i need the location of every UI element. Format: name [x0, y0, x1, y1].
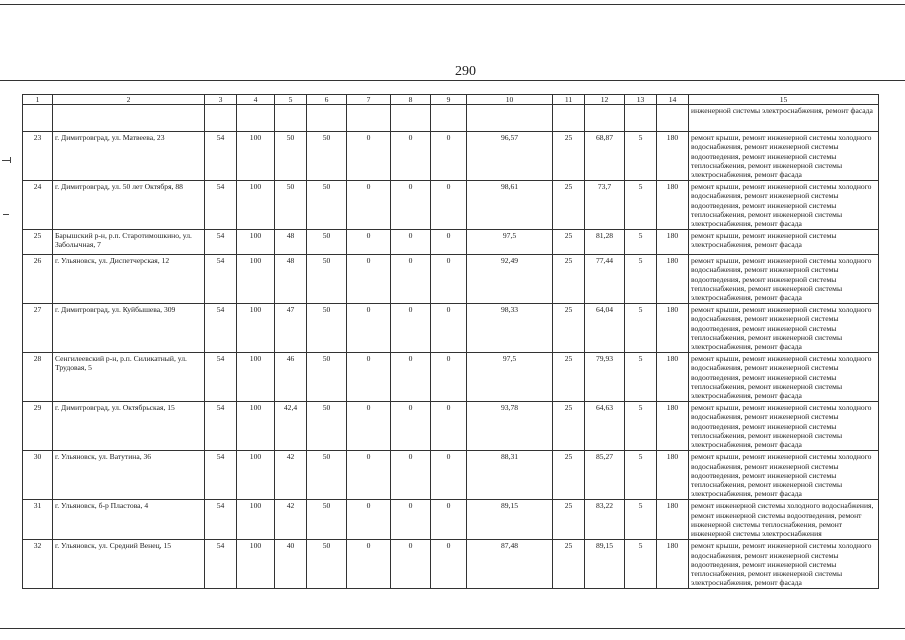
col7-cell: 0 [347, 181, 391, 230]
col6-cell: 50 [307, 255, 347, 304]
col4-cell: 100 [237, 353, 275, 402]
col10-cell: 87,48 [467, 540, 553, 589]
column-number-cell: 4 [237, 95, 275, 105]
table-row [23, 181, 879, 230]
col5-cell: 42,4 [275, 402, 307, 451]
col14-cell: 180 [657, 540, 689, 589]
column-number-cell: 10 [467, 95, 553, 105]
address-cell: Барышский р-н, р.п. Старотимошкино, ул. Заболычная, 7 [53, 230, 205, 255]
col8-cell: 0 [391, 181, 431, 230]
col14-cell: 180 [657, 353, 689, 402]
col14-cell: 180 [657, 255, 689, 304]
col10-cell: 97,5 [467, 353, 553, 402]
col9-cell: 0 [431, 402, 467, 451]
empty-cell [585, 105, 625, 132]
col12-cell: 89,15 [585, 540, 625, 589]
col8-cell: 0 [391, 402, 431, 451]
col4-cell: 100 [237, 540, 275, 589]
col13-cell: 5 [625, 353, 657, 402]
col9-cell: 0 [431, 304, 467, 353]
col6-cell: 50 [307, 540, 347, 589]
col10-cell: 88,31 [467, 451, 553, 500]
col9-cell: 0 [431, 451, 467, 500]
column-number-cell: 11 [553, 95, 585, 105]
col13-cell: 5 [625, 230, 657, 255]
col10-cell: 93,78 [467, 402, 553, 451]
col9-cell: 0 [431, 132, 467, 181]
table-row [23, 353, 879, 402]
work-list-cell: ремонт крыши, ремонт инженерной системы холодного водоснабжения, ремонт инженерной системы водоотведения, ремонт инженерной системы теплоснабжения, ремонт инженерной системы электроснабжения, ремонт фасада [689, 451, 879, 500]
col6-cell: 50 [307, 451, 347, 500]
table-row [23, 255, 879, 304]
col13-cell: 5 [625, 181, 657, 230]
col4-cell: 100 [237, 500, 275, 540]
col3-cell: 54 [205, 230, 237, 255]
empty-cell [237, 105, 275, 132]
row-number-cell: 24 [23, 181, 53, 230]
col11-cell: 25 [553, 230, 585, 255]
col13-cell: 5 [625, 402, 657, 451]
row-number-cell: 28 [23, 353, 53, 402]
col10-cell: 98,33 [467, 304, 553, 353]
col6-cell: 50 [307, 132, 347, 181]
address-cell: г. Ульяновск, ул. Ватутина, 36 [53, 451, 205, 500]
address-cell: г. Ульяновск, ул. Диспетчерская, 12 [53, 255, 205, 304]
col3-cell: 54 [205, 132, 237, 181]
col12-cell: 64,63 [585, 402, 625, 451]
column-number-cell: 12 [585, 95, 625, 105]
table-row [23, 230, 879, 255]
table-row [23, 402, 879, 451]
col7-cell: 0 [347, 402, 391, 451]
col11-cell: 25 [553, 304, 585, 353]
col14-cell: 180 [657, 181, 689, 230]
column-number-cell: 6 [307, 95, 347, 105]
col6-cell: 50 [307, 181, 347, 230]
column-number-cell: 9 [431, 95, 467, 105]
col12-cell: 68,87 [585, 132, 625, 181]
empty-cell [307, 105, 347, 132]
column-number-cell: 8 [391, 95, 431, 105]
work-list-cell: ремонт крыши, ремонт инженерной системы холодного водоснабжения, ремонт инженерной системы водоотведения, ремонт инженерной системы теплоснабжения, ремонт инженерной системы электроснабжения, ремонт фасада [689, 132, 879, 181]
col4-cell: 100 [237, 181, 275, 230]
col10-cell: 92,49 [467, 255, 553, 304]
col11-cell: 25 [553, 500, 585, 540]
scan-mark [3, 214, 9, 215]
work-list-cell: ремонт крыши, ремонт инженерной системы холодного водоснабжения, ремонт инженерной системы водоотведения, ремонт инженерной системы теплоснабжения, ремонт инженерной системы электроснабжения, ремонт фасада [689, 181, 879, 230]
col7-cell: 0 [347, 132, 391, 181]
col12-cell: 79,93 [585, 353, 625, 402]
col5-cell: 50 [275, 132, 307, 181]
col5-cell: 48 [275, 230, 307, 255]
address-cell: г. Димитровград, ул. Октябрьская, 15 [53, 402, 205, 451]
col11-cell: 25 [553, 353, 585, 402]
col4-cell: 100 [237, 255, 275, 304]
col3-cell: 54 [205, 540, 237, 589]
address-cell: г. Димитровград, ул. Куйбышева, 309 [53, 304, 205, 353]
col8-cell: 0 [391, 353, 431, 402]
col4-cell: 100 [237, 132, 275, 181]
column-number-cell: 13 [625, 95, 657, 105]
table-row [23, 500, 879, 540]
col12-cell: 64,04 [585, 304, 625, 353]
col3-cell: 54 [205, 353, 237, 402]
col11-cell: 25 [553, 540, 585, 589]
column-number-cell: 14 [657, 95, 689, 105]
col7-cell: 0 [347, 500, 391, 540]
row-number-cell: 23 [23, 132, 53, 181]
col14-cell: 180 [657, 500, 689, 540]
col9-cell: 0 [431, 500, 467, 540]
col7-cell: 0 [347, 540, 391, 589]
col14-cell: 180 [657, 402, 689, 451]
col13-cell: 5 [625, 132, 657, 181]
col12-cell: 77,44 [585, 255, 625, 304]
col12-cell: 83,22 [585, 500, 625, 540]
work-list-cell: ремонт инженерной системы холодного водоснабжения, ремонт инженерной системы водоотведения, ремонт инженерной системы теплоснабжения, ремонт инженерной системы электроснабжения [689, 500, 879, 540]
page-header-rule [0, 80, 905, 81]
col10-cell: 96,57 [467, 132, 553, 181]
empty-cell [467, 105, 553, 132]
col5-cell: 47 [275, 304, 307, 353]
work-list-cell: ремонт крыши, ремонт инженерной системы холодного водоснабжения, ремонт инженерной системы водоотведения, ремонт инженерной системы теплоснабжения, ремонт инженерной системы электроснабжения, ремонт фасада [689, 540, 879, 589]
address-cell: г. Ульяновск, б-р Пластова, 4 [53, 500, 205, 540]
row-number-cell: 25 [23, 230, 53, 255]
page-top-border [0, 4, 905, 5]
work-list-cell: ремонт крыши, ремонт инженерной системы холодного водоснабжения, ремонт инженерной системы водоотведения, ремонт инженерной системы теплоснабжения, ремонт инженерной системы электроснабжения, ремонт фасада [689, 304, 879, 353]
row-number-cell: 26 [23, 255, 53, 304]
col9-cell: 0 [431, 181, 467, 230]
col4-cell: 100 [237, 451, 275, 500]
empty-cell [275, 105, 307, 132]
col14-cell: 180 [657, 230, 689, 255]
column-number-row [23, 95, 879, 105]
address-cell: Сенгилеевский р-н, р.п. Силикатный, ул. Трудовая, 5 [53, 353, 205, 402]
work-list-cell: ремонт крыши, ремонт инженерной системы холодного водоснабжения, ремонт инженерной системы водоотведения, ремонт инженерной системы теплоснабжения, ремонт инженерной системы электроснабжения, ремонт фасада [689, 353, 879, 402]
column-number-cell: 2 [53, 95, 205, 105]
work-list-cell: инженерной системы электроснабжения, ремонт фасада [689, 105, 879, 132]
col3-cell: 54 [205, 304, 237, 353]
empty-cell [23, 105, 53, 132]
col6-cell: 50 [307, 353, 347, 402]
col7-cell: 0 [347, 451, 391, 500]
table-row [23, 304, 879, 353]
col11-cell: 25 [553, 255, 585, 304]
row-number-cell: 31 [23, 500, 53, 540]
continuation-row [23, 105, 879, 132]
table-row [23, 540, 879, 589]
col13-cell: 5 [625, 500, 657, 540]
col7-cell: 0 [347, 353, 391, 402]
column-number-cell: 3 [205, 95, 237, 105]
col8-cell: 0 [391, 540, 431, 589]
table-row [23, 451, 879, 500]
col3-cell: 54 [205, 255, 237, 304]
col5-cell: 48 [275, 255, 307, 304]
col6-cell: 50 [307, 230, 347, 255]
empty-cell [205, 105, 237, 132]
page-bottom-border [0, 628, 905, 629]
address-cell: г. Димитровград, ул. 50 лет Октября, 88 [53, 181, 205, 230]
col9-cell: 0 [431, 230, 467, 255]
empty-cell [431, 105, 467, 132]
col10-cell: 97,5 [467, 230, 553, 255]
col13-cell: 5 [625, 255, 657, 304]
col5-cell: 46 [275, 353, 307, 402]
col5-cell: 40 [275, 540, 307, 589]
work-list-cell: ремонт крыши, ремонт инженерной системы холодного водоснабжения, ремонт инженерной системы водоотведения, ремонт инженерной системы теплоснабжения, ремонт инженерной системы электроснабжения, ремонт фасада [689, 402, 879, 451]
col4-cell: 100 [237, 402, 275, 451]
col13-cell: 5 [625, 451, 657, 500]
col14-cell: 180 [657, 132, 689, 181]
col13-cell: 5 [625, 540, 657, 589]
column-number-cell: 7 [347, 95, 391, 105]
col5-cell: 42 [275, 500, 307, 540]
col12-cell: 85,27 [585, 451, 625, 500]
col4-cell: 100 [237, 230, 275, 255]
col11-cell: 25 [553, 402, 585, 451]
col6-cell: 50 [307, 500, 347, 540]
col10-cell: 98,61 [467, 181, 553, 230]
col11-cell: 25 [553, 451, 585, 500]
empty-cell [553, 105, 585, 132]
repair-program-table [22, 94, 879, 589]
col7-cell: 0 [347, 304, 391, 353]
page-number: 290 [455, 64, 476, 79]
column-number-cell: 1 [23, 95, 53, 105]
col5-cell: 50 [275, 181, 307, 230]
col10-cell: 89,15 [467, 500, 553, 540]
col11-cell: 25 [553, 132, 585, 181]
table-row [23, 132, 879, 181]
col9-cell: 0 [431, 255, 467, 304]
work-list-cell: ремонт крыши, ремонт инженерной системы электроснабжения, ремонт фасада [689, 230, 879, 255]
scan-mark [10, 157, 11, 163]
col3-cell: 54 [205, 402, 237, 451]
col5-cell: 42 [275, 451, 307, 500]
col8-cell: 0 [391, 255, 431, 304]
empty-cell [347, 105, 391, 132]
address-cell: г. Ульяновск, ул. Средний Венец, 15 [53, 540, 205, 589]
empty-cell [625, 105, 657, 132]
col3-cell: 54 [205, 500, 237, 540]
col12-cell: 81,28 [585, 230, 625, 255]
col7-cell: 0 [347, 230, 391, 255]
col9-cell: 0 [431, 540, 467, 589]
col8-cell: 0 [391, 304, 431, 353]
column-number-cell: 5 [275, 95, 307, 105]
col8-cell: 0 [391, 500, 431, 540]
row-number-cell: 32 [23, 540, 53, 589]
empty-cell [391, 105, 431, 132]
col3-cell: 54 [205, 181, 237, 230]
col12-cell: 73,7 [585, 181, 625, 230]
col3-cell: 54 [205, 451, 237, 500]
col8-cell: 0 [391, 132, 431, 181]
address-cell: г. Димитровград, ул. Матвеева, 23 [53, 132, 205, 181]
col14-cell: 180 [657, 451, 689, 500]
empty-cell [657, 105, 689, 132]
col13-cell: 5 [625, 304, 657, 353]
col11-cell: 25 [553, 181, 585, 230]
row-number-cell: 27 [23, 304, 53, 353]
work-list-cell: ремонт крыши, ремонт инженерной системы холодного водоснабжения, ремонт инженерной системы водоотведения, ремонт инженерной системы теплоснабжения, ремонт инженерной системы электроснабжения, ремонт фасада [689, 255, 879, 304]
row-number-cell: 30 [23, 451, 53, 500]
col9-cell: 0 [431, 353, 467, 402]
col4-cell: 100 [237, 304, 275, 353]
col14-cell: 180 [657, 304, 689, 353]
col7-cell: 0 [347, 255, 391, 304]
empty-cell [53, 105, 205, 132]
col6-cell: 50 [307, 402, 347, 451]
row-number-cell: 29 [23, 402, 53, 451]
col8-cell: 0 [391, 451, 431, 500]
col8-cell: 0 [391, 230, 431, 255]
col6-cell: 50 [307, 304, 347, 353]
column-number-cell: 15 [689, 95, 879, 105]
